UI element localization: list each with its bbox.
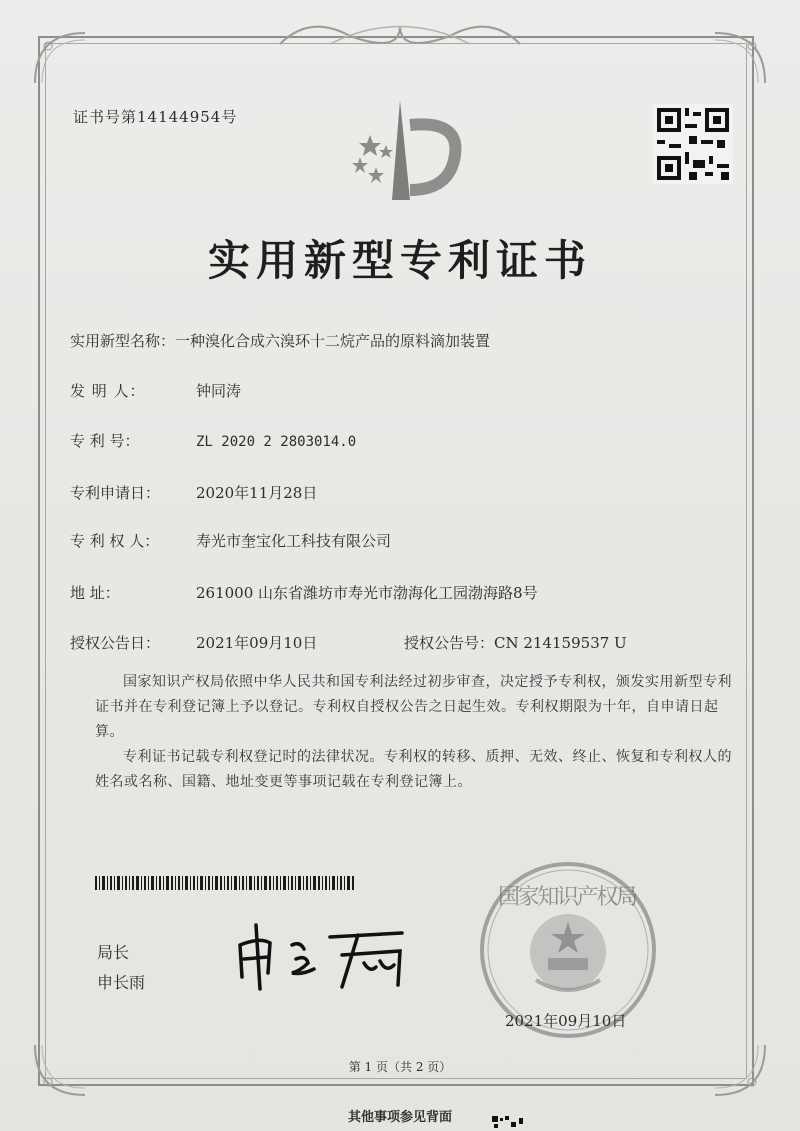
field-label: 实用新型名称： xyxy=(70,332,176,350)
field-label: 授权公告日： xyxy=(70,634,161,652)
field-value: 一种溴化合成六溴环十二烷产品的原料滴加装置 xyxy=(175,332,491,350)
field-value: 寿光市奎宝化工科技有限公司 xyxy=(196,532,392,550)
field-value: 261000 山东省潍坊市寿光市渤海化工园渤海路8号 xyxy=(196,584,538,602)
page-number: 第 1 页（共 2 页） xyxy=(348,1060,452,1074)
field-grant-number xyxy=(404,632,627,653)
field-address xyxy=(70,582,538,603)
field-label: 专 利 号： xyxy=(70,432,140,450)
field-label: 专利申请日： xyxy=(70,484,161,502)
cnipa-emblem-icon xyxy=(340,95,470,205)
field-patentee xyxy=(70,530,391,551)
field-label: 发 明 人： xyxy=(70,382,146,400)
field-label: 地 址： xyxy=(70,584,120,602)
small-qr-icon xyxy=(492,1116,532,1130)
field-value: CN 214159537 U xyxy=(494,634,627,652)
signature-icon xyxy=(230,915,420,995)
field-patent-number xyxy=(70,430,356,451)
certificate-title: 实用新型专利证书 xyxy=(207,236,592,285)
field-value: 2021年09月10日 xyxy=(196,634,318,652)
seal-text: 国家知识产权局 xyxy=(498,885,638,910)
seal-date: 2021年09月10日 xyxy=(505,1012,627,1030)
field-value: 钟同涛 xyxy=(196,382,242,400)
certificate-paragraph-1: 国家知识产权局依照中华人民共和国专利法经过初步审查，决定授予专利权，颁发实用新型专利证书并在专利登记簿上予以登记。专利权自授权公告之日起生效。专利权期限为十年，自申请日起算。 xyxy=(95,674,732,740)
corner-ornament-tl xyxy=(30,28,90,88)
top-ornament xyxy=(270,14,530,50)
field-value: 2020年11月28日 xyxy=(196,484,318,502)
field-value: ZL 2020 2 2803014.0 xyxy=(196,434,357,450)
chief-title: 局长 xyxy=(97,943,130,962)
field-label: 专 利 权 人： xyxy=(70,532,160,550)
barcode-icon xyxy=(95,876,355,890)
chief-name: 申长雨 xyxy=(97,973,146,992)
field-utility-model-name xyxy=(70,330,490,351)
field-grant-date xyxy=(70,632,317,653)
corner-ornament-tr xyxy=(710,28,770,88)
certificate-number: 证书号第14144954号 xyxy=(73,108,238,126)
qr-code-icon xyxy=(653,104,733,184)
field-application-date xyxy=(70,482,317,503)
field-label: 授权公告号： xyxy=(404,634,495,652)
field-inventor xyxy=(70,380,241,401)
back-note: 其他事项参见背面 xyxy=(347,1110,452,1125)
certificate-paragraph-2: 专利证书记载专利权登记时的法律状况。专利权的转移、质押、无效、终止、恢复和专利权人的姓名或名称、国籍、地址变更等事项记载在专利登记簿上。 xyxy=(95,749,732,790)
